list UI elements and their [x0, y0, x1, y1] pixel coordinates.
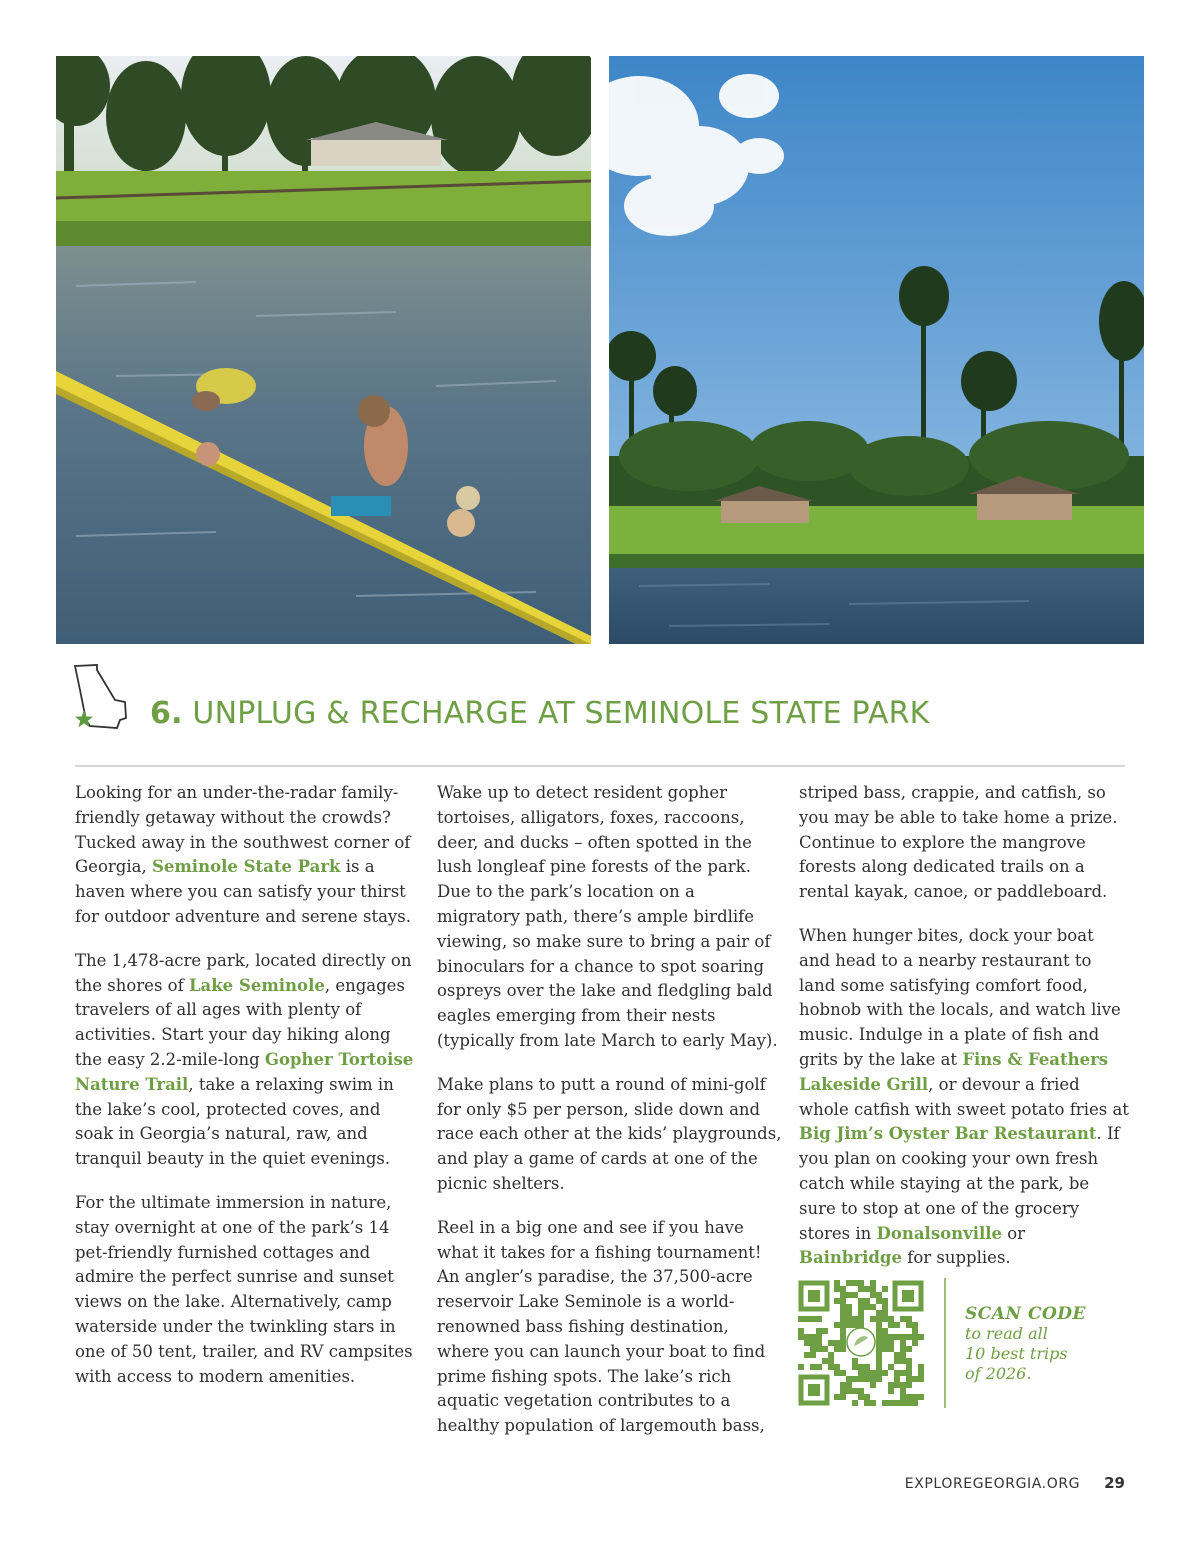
qr-module	[900, 1340, 906, 1346]
qr-module	[810, 1364, 816, 1370]
qr-module	[870, 1280, 876, 1286]
qr-module	[804, 1316, 810, 1322]
qr-module	[900, 1370, 906, 1376]
qr-module	[816, 1334, 822, 1340]
link-fins-feathers-grill[interactable]: Fins & Feathers Lakeside Grill	[799, 1049, 1109, 1094]
qr-module	[882, 1298, 888, 1304]
qr-module	[840, 1382, 846, 1388]
qr-module	[882, 1340, 888, 1346]
qr-module	[852, 1364, 858, 1370]
qr-module	[876, 1322, 882, 1328]
qr-module	[858, 1310, 864, 1316]
qr-module	[912, 1394, 918, 1400]
qr-module	[894, 1358, 900, 1364]
qr-module	[864, 1370, 870, 1376]
text: is a haven where you can satisfy your thirst for outdoor adventure and serene stays.	[75, 857, 411, 926]
qr-module	[882, 1334, 888, 1340]
qr-module	[840, 1370, 846, 1376]
qr-module	[864, 1364, 870, 1370]
qr-module	[828, 1358, 834, 1364]
scan-line: of 2026.	[965, 1364, 1032, 1383]
qr-module	[846, 1316, 852, 1322]
qr-module	[822, 1328, 828, 1334]
qr-module	[876, 1370, 882, 1376]
text-column-3	[799, 781, 1129, 1290]
paragraph: Wake up to detect resident gopher tortoises, alligators, foxes, raccoons, deer, and ducks – often spotted in the lush longleaf pine forests of the park. Due to the park’s location on a migratory path, there’s ample birdlife viewing, so make sure to bring a pair of binoculars for a chance to spot soaring ospreys over the lake and fledgling bald eagles emerging from their nests (typically from late March to early May).	[437, 783, 778, 1050]
qr-module	[852, 1400, 858, 1406]
qr-module	[798, 1364, 804, 1370]
qr-module	[864, 1376, 870, 1382]
qr-module	[828, 1352, 834, 1358]
qr-module	[900, 1358, 906, 1364]
qr-module	[840, 1346, 846, 1352]
section-title-text: UNPLUG & RECHARGE AT SEMINOLE STATE PARK	[192, 696, 930, 731]
qr-module	[846, 1310, 852, 1316]
qr-module	[816, 1316, 822, 1322]
link-lake-seminole[interactable]: Lake Seminole	[188, 975, 325, 995]
qr-module	[840, 1292, 846, 1298]
qr-module	[858, 1298, 864, 1304]
qr-module	[918, 1376, 924, 1382]
photo-lakeside-cottages	[609, 56, 1144, 644]
qr-module	[828, 1364, 834, 1370]
qr-module	[870, 1292, 876, 1298]
paragraph	[75, 949, 415, 1172]
qr-module	[888, 1388, 894, 1394]
qr-module	[888, 1400, 894, 1406]
star-icon	[75, 710, 93, 727]
text: , engages travelers of all ages with plenty of activities. Start your day hiking along the easy 2.2-mile-long	[75, 975, 405, 1069]
qr-module	[834, 1346, 840, 1352]
qr-module	[876, 1358, 882, 1364]
qr-module	[834, 1280, 840, 1286]
qr-module	[864, 1286, 870, 1292]
qr-module	[810, 1352, 816, 1358]
qr-module	[882, 1286, 888, 1292]
qr-module	[870, 1376, 876, 1382]
qr-module	[846, 1382, 852, 1388]
qr-module	[900, 1316, 906, 1322]
qr-module	[906, 1322, 912, 1328]
qr-module	[858, 1280, 864, 1286]
qr-module	[852, 1316, 858, 1322]
qr-module	[906, 1358, 912, 1364]
qr-module	[858, 1364, 864, 1370]
qr-module	[834, 1286, 840, 1292]
qr-module	[846, 1280, 852, 1286]
qr-module	[918, 1334, 924, 1340]
qr-module	[834, 1370, 840, 1376]
qr-module	[846, 1292, 852, 1298]
qr-module	[858, 1322, 864, 1328]
qr-module	[804, 1352, 810, 1358]
qr-module	[846, 1304, 852, 1310]
qr-module	[906, 1376, 912, 1382]
qr-module	[870, 1286, 876, 1292]
qr-module	[858, 1316, 864, 1322]
qr-module	[900, 1400, 906, 1406]
qr-module	[870, 1304, 876, 1310]
qr-module	[846, 1388, 852, 1394]
paragraph	[799, 924, 1129, 1271]
text: The 1,478-acre park, located directly on the shores of	[75, 950, 412, 995]
qr-module	[858, 1370, 864, 1376]
paragraph: Reel in a big one and see if you have what it takes for a fishing tournament! An angler’s paradise, the 37,500-acre reservoir Lake Seminole is a world-renowned bass fishing destination, where you can launch your boat to find prime fishing spots. The lake’s rich aquatic vegetation contributes to a healthy population of largemouth bass,	[437, 1217, 766, 1436]
qr-module	[912, 1322, 918, 1328]
qr-module	[828, 1340, 834, 1346]
qr-module	[852, 1358, 858, 1364]
qr-module	[906, 1400, 912, 1406]
page-footer	[905, 1474, 1125, 1492]
footer-site-link[interactable]: EXPLOREGEORGIA.ORG	[904, 1476, 1081, 1492]
qr-module	[810, 1334, 816, 1340]
qr-module	[840, 1340, 846, 1346]
qr-module	[864, 1394, 870, 1400]
qr-module	[864, 1304, 870, 1310]
qr-module	[900, 1346, 906, 1352]
qr-module	[912, 1340, 918, 1346]
qr-module	[834, 1394, 840, 1400]
qr-module	[864, 1400, 870, 1406]
qr-module	[840, 1328, 846, 1334]
qr-module	[816, 1364, 822, 1370]
qr-module	[906, 1346, 912, 1352]
qr-divider	[944, 1278, 946, 1408]
qr-module	[858, 1286, 864, 1292]
text: , take a relaxing swim in the lake’s cool, protected coves, and soak in Georgia’s natural, raw, and tranquil beauty in the quiet evenings.	[75, 1074, 394, 1169]
qr-module	[876, 1334, 882, 1340]
qr-module	[894, 1376, 900, 1382]
qr-module	[804, 1334, 810, 1340]
qr-module	[876, 1328, 882, 1334]
qr-module	[816, 1340, 822, 1346]
qr-module	[894, 1400, 900, 1406]
qr-module	[912, 1376, 918, 1382]
qr-module	[852, 1376, 858, 1382]
qr-module	[882, 1328, 888, 1334]
link-seminole-state-park[interactable]: Seminole State Park	[151, 857, 341, 877]
qr-module	[918, 1364, 924, 1370]
qr-module	[918, 1394, 924, 1400]
qr-module	[840, 1322, 846, 1328]
qr-module	[852, 1280, 858, 1286]
scan-caption	[965, 1304, 1086, 1384]
qr-module	[840, 1334, 846, 1340]
qr-module	[804, 1340, 810, 1346]
text: for supplies.	[901, 1248, 1011, 1268]
paragraph: For the ultimate immersion in nature, stay overnight at one of the park’s 14 pet-friendly furnished cottages and admire the perfect sunrise and sunset views on the lake. Alternatively, camp waterside under the twinkling stars in one of 50 tent, trailer, and RV campsites with access to modern amenities.	[75, 1192, 413, 1386]
text: Looking for an under-the-radar family-friendly getaway without the crowds? Tucked away in the southwest corner of Georgia,	[75, 783, 411, 877]
qr-module	[876, 1346, 882, 1352]
text: or	[1002, 1223, 1026, 1243]
text: When hunger bites, dock your boat and head to a nearby restaurant to land some satisfying comfort food, hobnob with the locals, and watch live music. Indulge in a plate of fish and grits by the lake at	[799, 925, 1121, 1069]
qr-module	[894, 1370, 900, 1376]
qr-module	[888, 1322, 894, 1328]
link-donalsonville[interactable]: Donalsonville	[876, 1223, 1002, 1243]
qr-module	[816, 1346, 822, 1352]
qr-module	[882, 1310, 888, 1316]
qr-module	[912, 1334, 918, 1340]
scan-title: SCAN CODE	[965, 1304, 1086, 1324]
heading-divider	[75, 765, 1125, 767]
qr-module	[894, 1352, 900, 1358]
qr-module	[900, 1382, 906, 1388]
qr-module	[852, 1388, 858, 1394]
qr-module	[852, 1292, 858, 1298]
qr-module	[798, 1328, 804, 1334]
qr-module	[900, 1334, 906, 1340]
qr-module	[816, 1328, 822, 1334]
qr-module	[810, 1316, 816, 1322]
qr-module	[834, 1364, 840, 1370]
qr-module	[810, 1346, 816, 1352]
text: , or devour a fried whole catfish with sweet potato fries at	[799, 1074, 1129, 1119]
qr-module	[876, 1364, 882, 1370]
qr-module	[906, 1316, 912, 1322]
paragraph: Make plans to putt a round of mini-golf for only $5 per person, slide down and race each other at the kids’ playgrounds, and play a game of cards at one of the picnic shelters.	[437, 1074, 782, 1193]
link-bainbridge[interactable]: Bainbridge	[799, 1248, 902, 1268]
qr-module	[882, 1304, 888, 1310]
section-heading	[70, 662, 970, 742]
qr-module	[876, 1292, 882, 1298]
qr-module	[834, 1322, 840, 1328]
qr-module	[900, 1388, 906, 1394]
qr-module	[846, 1376, 852, 1382]
paragraph: striped bass, crappie, and catfish, so you may be able to take home a prize. Continue to explore the mangrove forests along dedicated trails on a rental kayak, canoe, or paddleboard.	[799, 783, 1118, 902]
section-number: 6.	[150, 696, 183, 731]
qr-module	[840, 1316, 846, 1322]
qr-module	[888, 1364, 894, 1370]
qr-module	[900, 1352, 906, 1358]
qr-module	[858, 1394, 864, 1400]
qr-module	[906, 1382, 912, 1388]
qr-module	[906, 1364, 912, 1370]
qr-module	[888, 1334, 894, 1340]
qr-module	[840, 1298, 846, 1304]
qr-module	[822, 1346, 828, 1352]
qr-code-icon[interactable]	[798, 1280, 924, 1406]
qr-module	[858, 1304, 864, 1310]
qr-module	[834, 1340, 840, 1346]
qr-module	[882, 1316, 888, 1322]
qr-module	[906, 1334, 912, 1340]
qr-module	[870, 1316, 876, 1322]
qr-module	[888, 1316, 894, 1322]
qr-module	[840, 1286, 846, 1292]
qr-module	[858, 1376, 864, 1382]
qr-module	[876, 1352, 882, 1358]
qr-module	[798, 1316, 804, 1322]
page-number: 29	[1104, 1474, 1125, 1492]
link-gopher-tortoise-trail[interactable]: Gopher Tortoise Nature Trail	[75, 1049, 414, 1094]
qr-module	[822, 1358, 828, 1364]
photo-kids-swimming-lake	[56, 56, 591, 644]
georgia-outline-icon	[70, 662, 134, 734]
scan-line: 10 best trips	[965, 1344, 1068, 1363]
qr-module	[882, 1346, 888, 1352]
qr-module	[870, 1382, 876, 1388]
qr-module	[888, 1346, 894, 1352]
qr-module	[840, 1388, 846, 1394]
qr-module	[798, 1334, 804, 1340]
text-column-1	[75, 781, 415, 1408]
qr-module	[870, 1400, 876, 1406]
qr-module	[834, 1298, 840, 1304]
qr-module	[894, 1382, 900, 1388]
qr-module	[882, 1370, 888, 1376]
qr-module	[864, 1298, 870, 1304]
qr-module	[846, 1322, 852, 1328]
qr-module	[840, 1394, 846, 1400]
qr-module	[888, 1382, 894, 1388]
qr-module	[912, 1328, 918, 1334]
qr-callout	[798, 1278, 1128, 1408]
qr-module	[840, 1304, 846, 1310]
qr-module	[876, 1376, 882, 1382]
qr-module	[870, 1370, 876, 1376]
qr-module	[876, 1340, 882, 1346]
qr-module	[894, 1322, 900, 1328]
qr-module	[906, 1370, 912, 1376]
qr-module	[918, 1370, 924, 1376]
text-column-2	[437, 781, 782, 1458]
qr-module	[810, 1340, 816, 1346]
qr-module	[894, 1334, 900, 1340]
qr-module	[906, 1394, 912, 1400]
section-title	[150, 696, 930, 731]
paragraph	[75, 781, 415, 930]
qr-module	[852, 1322, 858, 1328]
qr-module	[912, 1400, 918, 1406]
qr-module	[858, 1388, 864, 1394]
scan-line: to read all	[965, 1324, 1048, 1343]
qr-module	[888, 1340, 894, 1346]
qr-module	[882, 1400, 888, 1406]
qr-module	[840, 1310, 846, 1316]
qr-module	[900, 1394, 906, 1400]
qr-module	[876, 1298, 882, 1304]
link-big-jims-oyster-bar[interactable]: Big Jim’s Oyster Bar Restaurant	[799, 1124, 1097, 1144]
qr-module	[876, 1310, 882, 1316]
qr-module	[876, 1316, 882, 1322]
text: . If you plan on cooking your own fresh catch while staying at the park, be sure to stop at one of the grocery stores in	[799, 1124, 1120, 1243]
